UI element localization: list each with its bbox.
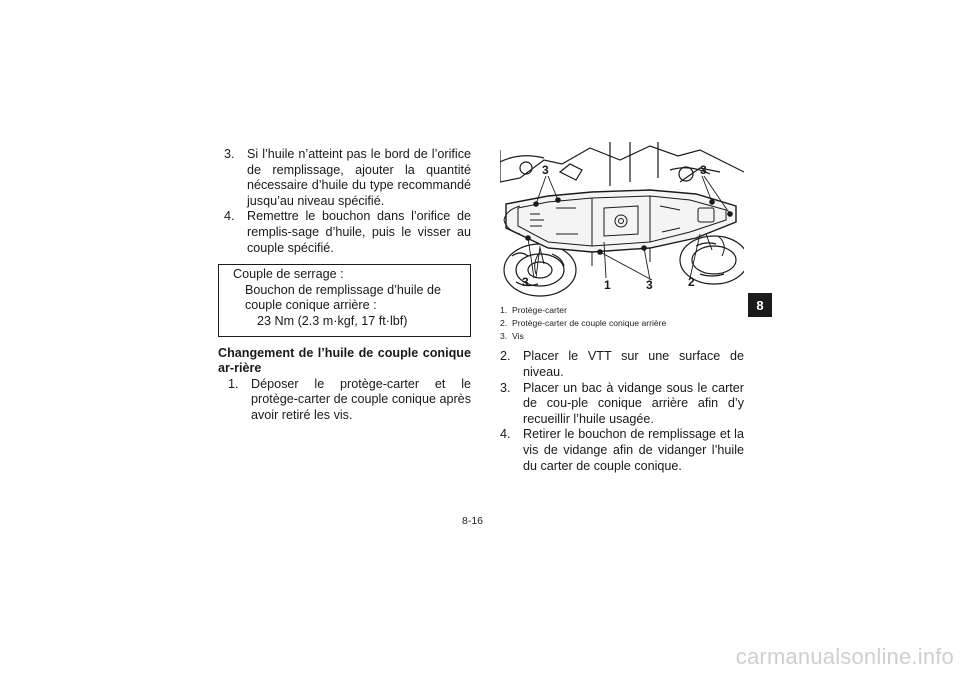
callout-label: 3 bbox=[542, 163, 549, 177]
step-number: 2. bbox=[500, 349, 511, 364]
step-number: 1. bbox=[228, 376, 239, 391]
step-4 bbox=[500, 427, 744, 474]
legend-item bbox=[500, 330, 744, 343]
step-text: Placer le VTT sur une surface de niveau. bbox=[523, 349, 744, 379]
step-number: 3. bbox=[224, 147, 235, 161]
callout-label: 1 bbox=[604, 278, 611, 292]
legend-number: 3. bbox=[500, 330, 508, 341]
torque-item: Bouchon de remplissage d’huile de couple conique arrière : bbox=[245, 282, 442, 313]
torque-value: 23 Nm (2.3 m·kgf, 17 ft·lbf) bbox=[257, 313, 408, 328]
atv-underside-drawing bbox=[500, 142, 744, 300]
step-4 bbox=[224, 209, 471, 256]
step-text: Placer un bac à vidange sous le carter de cou-ple conique arrière afin d’y recueillir l’huile usagée. bbox=[523, 380, 744, 426]
legend-item bbox=[500, 304, 744, 317]
legend-text: Protège-carter bbox=[512, 305, 567, 315]
callout-label: 3 bbox=[522, 275, 529, 289]
legend-text: Protège-carter de couple conique arrière bbox=[512, 317, 667, 328]
torque-spec-box bbox=[218, 264, 471, 336]
step-1 bbox=[228, 377, 471, 424]
legend-number: 2. bbox=[500, 317, 508, 328]
step-text: Si l’huile n’atteint pas le bord de l’orifice de remplissage, ajouter la quantité nécessaire d’huile du type recommandé jusqu’au niveau spécifié. bbox=[247, 147, 471, 208]
section-heading: Changement de l’huile de couple conique ar-rière bbox=[218, 345, 471, 376]
legend-text: Vis bbox=[512, 330, 524, 341]
procedure-steps bbox=[500, 349, 744, 474]
step-2 bbox=[500, 349, 744, 380]
torque-title: Couple de serrage : bbox=[233, 267, 344, 282]
callout-label: 3 bbox=[646, 278, 653, 292]
step-3 bbox=[224, 147, 471, 209]
callout-label: 2 bbox=[688, 275, 695, 289]
figure-legend bbox=[500, 304, 744, 342]
chapter-tab: 8 bbox=[748, 293, 772, 317]
right-column bbox=[500, 142, 744, 474]
page-number: 8-16 bbox=[462, 515, 484, 527]
step-text: Retirer le bouchon de remplissage et la vis de vidange afin de vidanger l’huile du carter de couple conique. bbox=[523, 427, 744, 473]
procedure-steps bbox=[218, 377, 471, 424]
step-text: Remettre le bouchon dans l’orifice de remplis-sage d’huile, puis le visser au couple spécifié. bbox=[247, 209, 471, 255]
legend-item bbox=[500, 317, 744, 330]
step-number: 4. bbox=[500, 427, 511, 442]
legend-number: 1. bbox=[500, 305, 508, 315]
callout-label: 3 bbox=[700, 163, 707, 177]
skid-plate-illustration bbox=[500, 142, 744, 300]
step-3 bbox=[500, 381, 744, 428]
step-number: 3. bbox=[500, 380, 511, 395]
step-number: 4. bbox=[224, 209, 235, 224]
watermark: carmanualsonline.info bbox=[735, 644, 954, 669]
step-text: Déposer le protège-carter et le protège-carter de couple conique après avoir retiré les vis. bbox=[251, 376, 471, 422]
left-column bbox=[218, 147, 471, 424]
